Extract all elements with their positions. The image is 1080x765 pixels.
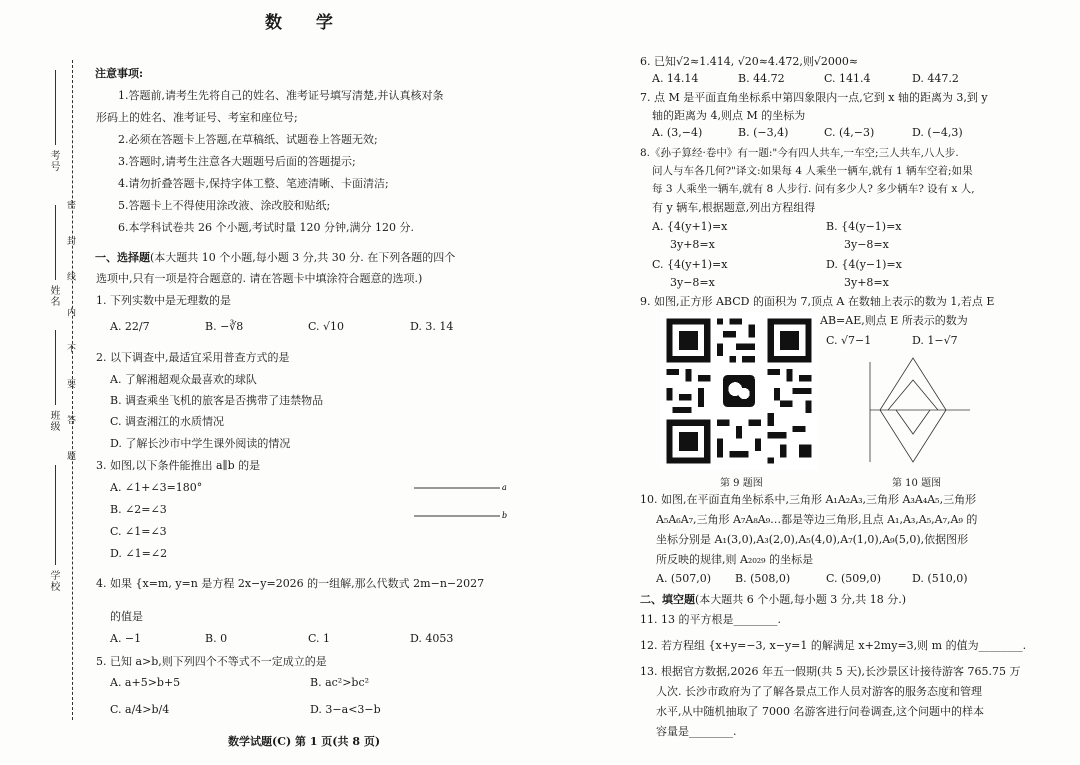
notice-line: 4.请勿折叠答题卡,保持字体工整、笔迹清晰、卡面清洁; <box>118 177 389 190</box>
q1-option-d: D. 3. 14 <box>410 320 454 333</box>
q6-option-b: B. 44.72 <box>738 72 785 85</box>
q7-line2: 轴的距离为 4,则点 M 的坐标为 <box>652 109 806 122</box>
label-xingming: 姓名 <box>48 285 59 307</box>
q3-option-d: D. ∠1=∠2 <box>110 547 168 560</box>
q6-option-c: C. 141.4 <box>824 72 871 85</box>
q8-option-a2: 3y+8=x <box>670 238 715 251</box>
q13-line4: 容量是________. <box>656 725 737 738</box>
label-banji: 班级 <box>48 410 59 432</box>
q5-option-a: A. a+5>b+5 <box>110 676 181 689</box>
page-footer: 数学试题(C) 第 1 页(共 8 页) <box>228 735 381 748</box>
q3-option-a: A. ∠1+∠3=180° <box>110 481 203 494</box>
line-a-label: a <box>502 483 507 492</box>
q1-stem: 1. 下列实数中是无理数的是 <box>96 294 231 307</box>
q9-line2: AB=AE,则点 E 所表示的数为 <box>820 314 968 327</box>
q4-option-c: C. 1 <box>308 632 331 645</box>
q9-option-c: C. √7−1 <box>826 334 872 347</box>
section1-desc1: (本大题共 10 个小题,每小题 3 分,共 30 分. 在下列各题的四个 <box>150 251 456 264</box>
q13-line3: 水平,从中随机抽取了 7000 名游客进行问卷调查,这个问题中的样本 <box>656 705 984 718</box>
notice-line: 2.必须在答题卡上答题,在草稿纸、试题卷上答题无效; <box>118 133 378 146</box>
q6-option-a: A. 14.14 <box>652 72 699 85</box>
q2-option-a: A. 了解湘超观众最喜欢的球队 <box>110 373 257 386</box>
q5-option-d: D. 3−a<3−b <box>310 703 381 716</box>
q6-stem: 6. 已知√2≈1.414, √20≈4.472,则√2000≈ <box>640 55 859 68</box>
q4-stem1: 4. 如果 {x=m, y=n 是方程 2x−y=2026 的一组解,那么代数式 2m−n−2027 <box>96 577 485 590</box>
q5-option-b: B. ac²>bc² <box>310 676 370 689</box>
qr-code-image <box>660 312 818 470</box>
q8-option-b2: 3y−8=x <box>844 238 889 251</box>
q9-caption: 第 9 题图 <box>720 478 763 489</box>
q12-stem: 12. 若方程组 {x+y=−3, x−y=1 的解满足 x+2my=3,则 m 的值为________. <box>640 639 1027 652</box>
q8-line1: 8.《孙子算经·卷中》有一题:"今有四人共车,一车空;三人共车,八人步. <box>640 147 959 159</box>
notice-line: 1.答题前,请考生先将自己的姓名、准考证号填写清楚,并认真核对条 <box>118 89 444 102</box>
q8-option-d1: D. {4(y−1)=x <box>826 258 902 271</box>
section2-desc: (本大题共 6 个小题,每小题 3 分,共 18 分.) <box>695 593 907 606</box>
q2-option-b: B. 调查乘坐飞机的旅客是否携带了违禁物品 <box>110 394 324 407</box>
q10-option-a: A. (507,0) <box>656 572 712 585</box>
xingming-blank <box>55 205 56 280</box>
q4-option-d: D. 4053 <box>410 632 454 645</box>
page-title: 数 学 <box>265 13 347 33</box>
q2-stem: 2. 以下调查中,最适宜采用普查方式的是 <box>96 351 290 364</box>
xuexiao-blank <box>55 465 56 565</box>
q10-line1: 10. 如图,在平面直角坐标系中,三角形 A₁A₂A₃,三角形 A₃A₄A₅,三角形 <box>640 493 977 506</box>
banji-blank <box>55 330 56 405</box>
q3-option-c: C. ∠1=∠3 <box>110 525 167 538</box>
q4-option-a: A. −1 <box>110 632 142 645</box>
q9-option-d: D. 1−√7 <box>912 334 958 347</box>
q11-stem: 11. 13 的平方根是________. <box>640 613 781 626</box>
q10-option-b: B. (508,0) <box>735 572 791 585</box>
q3-figure <box>410 478 510 522</box>
q3-stem: 3. 如图,以下条件能推出 a∥b 的是 <box>96 459 261 472</box>
label-xuexiao: 学校 <box>48 570 59 592</box>
q7-option-b: B. (−3,4) <box>738 126 789 139</box>
q3-option-b: B. ∠2=∠3 <box>110 503 167 516</box>
q10-line2: A₅A₆A₇,三角形 A₇A₈A₉…都是等边三角形,且点 A₁,A₃,A₅,A₇,A₉ 的 <box>656 513 978 526</box>
notice-line: 形码上的姓名、准考证号、考室和座位号; <box>96 111 298 124</box>
label-kaohao: 考号 <box>48 150 59 172</box>
seal-text: 密 封 线 内 不 要 答 题 <box>65 200 75 473</box>
q5-stem: 5. 已知 a>b,则下列四个不等式不一定成立的是 <box>96 655 327 668</box>
q2-option-c: C. 调查湘江的水质情况 <box>110 415 225 428</box>
q6-option-d: D. 447.2 <box>912 72 959 85</box>
q7-line1: 7. 点 M 是平面直角坐标系中第四象限内一点,它到 x 轴的距离为 3,到 y <box>640 91 988 104</box>
q4-option-b: B. 0 <box>205 632 228 645</box>
section1-line1 <box>95 250 455 265</box>
notice-line: 5.答题卡上不得使用涂改液、涂改胶和贴纸; <box>118 199 331 212</box>
notice-heading: 注意事项: <box>95 67 144 80</box>
kaohao-blank <box>55 70 56 145</box>
q1-option-b: B. −∛8 <box>205 320 244 333</box>
q8-option-b1: B. {4(y−1)=x <box>826 220 902 233</box>
line-b-label: b <box>502 511 508 520</box>
q8-line3: 每 3 人乘坐一辆车,就有 8 人步行. 问有多少人? 多少辆车? 设有 x 人, <box>652 183 975 195</box>
q10-caption: 第 10 题图 <box>892 478 942 489</box>
q8-option-c2: 3y−8=x <box>670 276 715 289</box>
q10-line4: 所反映的规律,则 A₂₀₂₉ 的坐标是 <box>656 553 814 566</box>
q1-option-a: A. 22/7 <box>110 320 150 333</box>
q10-line3: 坐标分别是 A₁(3,0),A₃(2,0),A₅(4,0),A₇(1,0),A₉(5,0),依据图形 <box>656 533 969 546</box>
notice-line: 6.本学科试卷共 26 个小题,考试时量 120 分钟,满分 120 分. <box>118 221 414 234</box>
section1-heading: 一、选择题 <box>95 251 150 264</box>
q10-option-d: D. (510,0) <box>912 572 968 585</box>
q8-option-c1: C. {4(y+1)=x <box>652 258 728 271</box>
q9-line1: 9. 如图,正方形 ABCD 的面积为 7,顶点 A 在数轴上表示的数为 1,若点 E <box>640 295 995 308</box>
section2-line <box>640 592 906 607</box>
q2-option-d: D. 了解长沙市中学生课外阅读的情况 <box>110 437 291 450</box>
q10-figure <box>858 352 978 470</box>
q7-option-c: C. (4,−3) <box>824 126 875 139</box>
section1-desc2: 选项中,只有一项是符合题意的. 请在答题卡中填涂符合题意的选项.) <box>96 272 423 285</box>
q8-option-d2: 3y+8=x <box>844 276 889 289</box>
q13-line2: 人次. 长沙市政府为了了解各景点工作人员对游客的服务态度和管理 <box>656 685 982 698</box>
q8-line2: 问人与车各几何?"译文:如果每 4 人乘坐一辆车,就有 1 辆车空着;如果 <box>652 165 973 177</box>
q4-stem2: 的值是 <box>110 610 143 623</box>
q7-option-a: A. (3,−4) <box>652 126 703 139</box>
notice-line: 3.答题时,请考生注意各大题题号后面的答题提示; <box>118 155 356 168</box>
q1-option-c: C. √10 <box>308 320 345 333</box>
q10-option-c: C. (509,0) <box>826 572 882 585</box>
q5-option-c: C. a/4>b/4 <box>110 703 170 716</box>
q7-option-d: D. (−4,3) <box>912 126 963 139</box>
section2-heading: 二、填空题 <box>640 593 695 606</box>
q8-option-a1: A. {4(y+1)=x <box>652 220 728 233</box>
q13-line1: 13. 根据官方数据,2026 年五一假期(共 5 天),长沙景区计接待游客 765.75 万 <box>640 665 1021 678</box>
q8-line4: 有 y 辆车,根据题意,列出方程组得 <box>652 201 816 214</box>
